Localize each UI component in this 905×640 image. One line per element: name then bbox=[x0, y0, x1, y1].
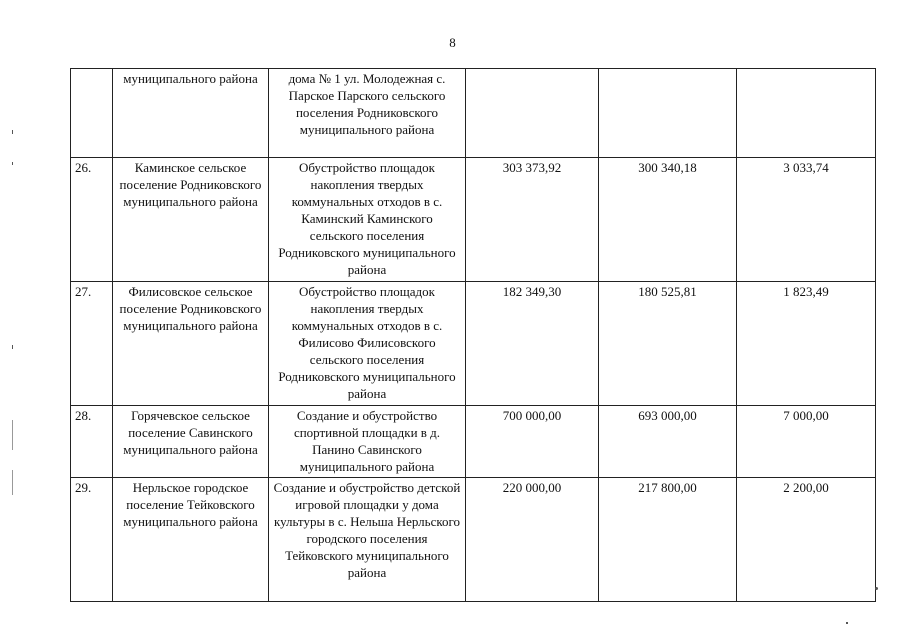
regional-amount-cell: 693 000,00 bbox=[599, 406, 737, 478]
scan-artifact bbox=[875, 587, 878, 590]
local-amount-cell: 2 200,00 bbox=[737, 478, 876, 602]
table-row-continued bbox=[71, 69, 876, 158]
recipient-cell: Каминское сельское поселение Родниковского муниципального района bbox=[113, 158, 269, 282]
total-amount-cell: 220 000,00 bbox=[466, 478, 599, 602]
object-cell: дома № 1 ул. Молодежная с. Парское Парского сельского поселения Родниковского муниципального района bbox=[269, 69, 466, 158]
scan-artifact bbox=[12, 470, 13, 495]
scan-artifact bbox=[846, 622, 848, 624]
local-amount-cell bbox=[737, 69, 876, 158]
table-row bbox=[71, 478, 876, 602]
scan-artifact bbox=[12, 162, 13, 165]
page-number: 8 bbox=[449, 35, 456, 50]
object-cell: Обустройство площадок накопления твердых коммунальных отходов в с. Филисово Филисовского сельского поселения Родниковского муниципального района bbox=[269, 282, 466, 406]
regional-amount-cell: 180 525,81 bbox=[599, 282, 737, 406]
recipient-cell: Горячевское сельское поселение Савинского муниципального района bbox=[113, 406, 269, 478]
object-cell: Обустройство площадок накопления твердых коммунальных отходов в с. Каминский Каминского сельского поселения Родниковского муниципального района bbox=[269, 158, 466, 282]
table-row bbox=[71, 158, 876, 282]
object-cell: Создание и обустройство детской игровой площадки у дома культуры в с. Нельша Нерльского городского поселения Тейковского муниципального района bbox=[269, 478, 466, 602]
local-amount-cell: 1 823,49 bbox=[737, 282, 876, 406]
table-row bbox=[71, 406, 876, 478]
total-amount-cell: 182 349,30 bbox=[466, 282, 599, 406]
row-number bbox=[71, 69, 113, 158]
row-number: 28. bbox=[71, 406, 113, 478]
row-number: 29. bbox=[71, 478, 113, 602]
local-amount-cell: 7 000,00 bbox=[737, 406, 876, 478]
total-amount-cell: 700 000,00 bbox=[466, 406, 599, 478]
recipient-cell: муниципального района bbox=[113, 69, 269, 158]
regional-amount-cell: 300 340,18 bbox=[599, 158, 737, 282]
local-amount-cell: 3 033,74 bbox=[737, 158, 876, 282]
total-amount-cell: 303 373,92 bbox=[466, 158, 599, 282]
recipient-cell: Нерльское городское поселение Тейковского муниципального района bbox=[113, 478, 269, 602]
recipient-cell: Филисовское сельское поселение Родниковского муниципального района bbox=[113, 282, 269, 406]
subsidy-table bbox=[70, 68, 876, 602]
scan-artifact bbox=[12, 130, 13, 134]
row-number: 27. bbox=[71, 282, 113, 406]
scan-artifact bbox=[12, 420, 13, 450]
scan-artifact bbox=[12, 345, 13, 349]
regional-amount-cell bbox=[599, 69, 737, 158]
object-cell: Создание и обустройство спортивной площадки в д. Панино Савинского муниципального района bbox=[269, 406, 466, 478]
row-number: 26. bbox=[71, 158, 113, 282]
table-row bbox=[71, 282, 876, 406]
regional-amount-cell: 217 800,00 bbox=[599, 478, 737, 602]
total-amount-cell bbox=[466, 69, 599, 158]
